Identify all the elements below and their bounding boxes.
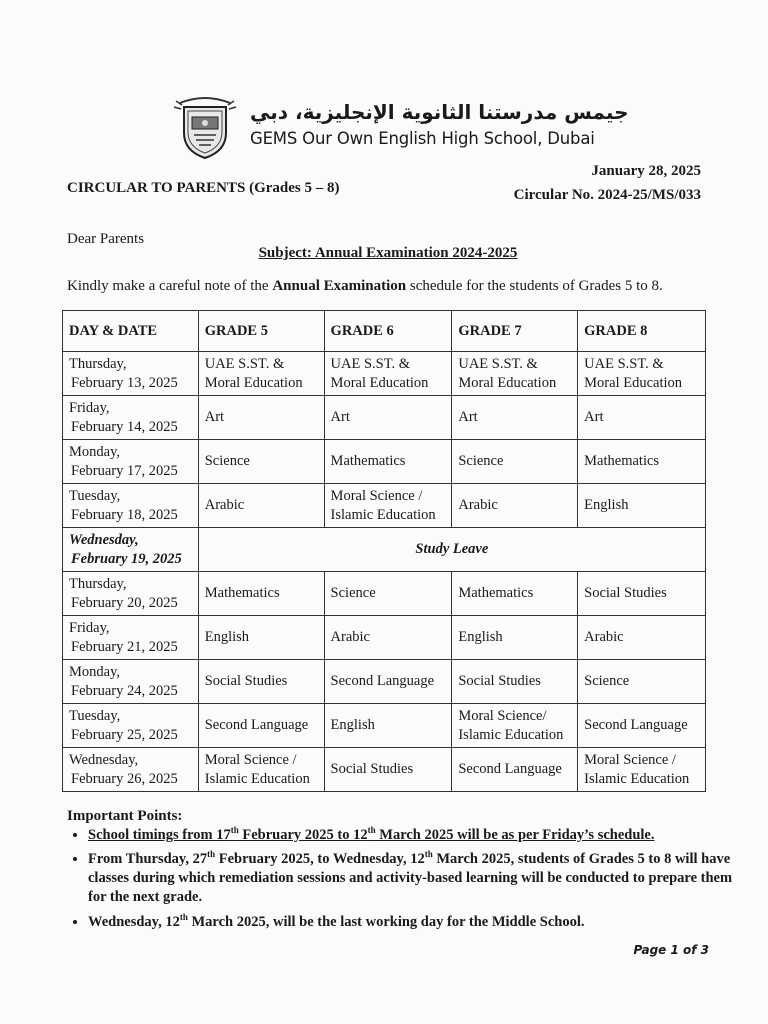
day-date-cell: Friday, February 21, 2025 <box>63 616 199 660</box>
subject-cell: UAE S.ST. & Moral Education <box>324 352 452 396</box>
subject-cell: Arabic <box>198 484 324 528</box>
subject-cell: Moral Science / Islamic Education <box>578 748 706 792</box>
table-row <box>63 396 706 440</box>
circular-date: January 28, 2025 <box>591 163 701 179</box>
table-row <box>63 704 706 748</box>
column-header: GRADE 6 <box>324 311 452 352</box>
table-header-row <box>63 311 706 352</box>
day-date-cell: Thursday, February 20, 2025 <box>63 572 199 616</box>
table-row <box>63 748 706 792</box>
table-row <box>63 352 706 396</box>
subject-cell: Science <box>324 572 452 616</box>
subject-cell: Moral Science/ Islamic Education <box>452 704 578 748</box>
column-header: DAY & DATE <box>63 311 199 352</box>
subject-cell: Second Language <box>452 748 578 792</box>
subject-cell: UAE S.ST. & Moral Education <box>198 352 324 396</box>
important-points-list <box>67 826 738 937</box>
subject-cell: Second Language <box>198 704 324 748</box>
list-item: • School timings from 17th February 2025 to 12th March 2025 will be as per Friday’s schedule. <box>88 826 738 845</box>
subject-cell: English <box>452 616 578 660</box>
column-header: GRADE 7 <box>452 311 578 352</box>
subject-cell: Science <box>452 440 578 484</box>
circular-number: Circular No. 2024-25/MS/033 <box>513 187 701 203</box>
subject-cell: Arabic <box>452 484 578 528</box>
subject-cell: Science <box>578 660 706 704</box>
day-date-cell: Tuesday, February 25, 2025 <box>63 704 199 748</box>
subject-cell: Moral Science / Islamic Education <box>324 484 452 528</box>
subject-cell: UAE S.ST. & Moral Education <box>578 352 706 396</box>
circular-title: CIRCULAR TO PARENTS (Grades 5 – 8) <box>67 180 340 196</box>
school-crest-logo <box>172 95 238 161</box>
day-date-cell: Friday, February 14, 2025 <box>63 396 199 440</box>
table-row <box>63 484 706 528</box>
subject-cell: English <box>578 484 706 528</box>
day-date-cell: Wednesday, February 26, 2025 <box>63 748 199 792</box>
subject-cell: Social Studies <box>198 660 324 704</box>
subject-cell: Art <box>578 396 706 440</box>
subject-line: Subject: Annual Examination 2024-2025 <box>258 245 518 261</box>
list-item: • From Thursday, 27th February 2025, to Wednesday, 12th March 2025, students of Grades 5 to 8 will have classes during which remediation sessions and activity-based learning will be conducted to prepare them for the next grade. <box>88 850 738 907</box>
school-name-arabic: جيمس مدرستنا الثانوية الإنجليزية، دبي <box>250 100 629 124</box>
subject-cell: Mathematics <box>578 440 706 484</box>
subject-cell: Social Studies <box>578 572 706 616</box>
subject-cell: Mathematics <box>452 572 578 616</box>
subject-cell: Mathematics <box>198 572 324 616</box>
day-date-cell: Monday, February 24, 2025 <box>63 660 199 704</box>
subject-cell: Art <box>452 396 578 440</box>
subject-cell: Arabic <box>578 616 706 660</box>
table-row-study-leave <box>63 528 706 572</box>
day-date-cell: Wednesday, February 19, 2025 <box>63 528 199 572</box>
subject-cell: UAE S.ST. & Moral Education <box>452 352 578 396</box>
subject-cell: English <box>198 616 324 660</box>
subject-cell: Second Language <box>578 704 706 748</box>
subject-cell: Art <box>198 396 324 440</box>
subject-cell: Science <box>198 440 324 484</box>
intro-paragraph: Kindly make a careful note of the Annual Examination schedule for the students of Grades 5 to 8. <box>67 278 663 294</box>
subject-cell: Social Studies <box>452 660 578 704</box>
column-header: GRADE 5 <box>198 311 324 352</box>
subject-cell: English <box>324 704 452 748</box>
important-points-title: Important Points: <box>67 808 183 824</box>
day-date-cell: Thursday, February 13, 2025 <box>63 352 199 396</box>
table-row <box>63 616 706 660</box>
column-header: GRADE 8 <box>578 311 706 352</box>
page-number: Page 1 of 3 <box>633 943 709 957</box>
subject-cell: Second Language <box>324 660 452 704</box>
day-date-cell: Monday, February 17, 2025 <box>63 440 199 484</box>
subject-cell: Art <box>324 396 452 440</box>
school-name-english: GEMS Our Own English High School, Dubai <box>250 129 595 148</box>
list-item: • Wednesday, 12th March 2025, will be the last working day for the Middle School. <box>88 913 738 932</box>
table-row <box>63 660 706 704</box>
subject-cell: Mathematics <box>324 440 452 484</box>
subject-cell: Arabic <box>324 616 452 660</box>
table-row <box>63 440 706 484</box>
subject-cell: Social Studies <box>324 748 452 792</box>
table-row <box>63 572 706 616</box>
subject-cell: Moral Science / Islamic Education <box>198 748 324 792</box>
day-date-cell: Tuesday, February 18, 2025 <box>63 484 199 528</box>
exam-schedule-table <box>62 310 706 792</box>
greeting: Dear Parents <box>67 231 145 247</box>
study-leave-cell: Study Leave <box>198 528 705 572</box>
